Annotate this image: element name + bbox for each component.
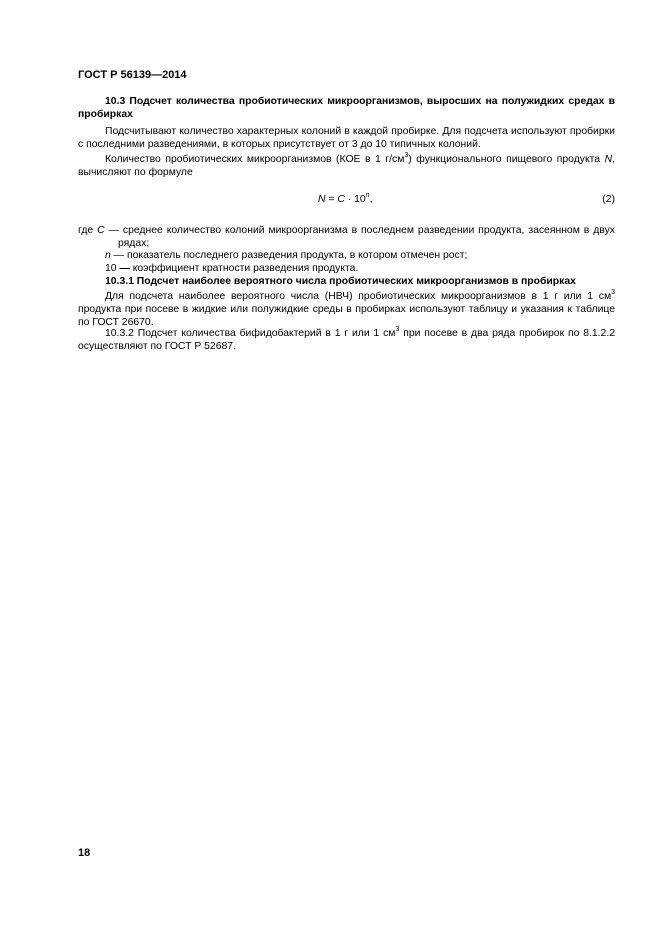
formula-number: (2) <box>602 194 615 205</box>
page-number: 18 <box>78 847 91 859</box>
where-10-definition: 10 — коэффициент кратности разведения продукта. <box>105 263 359 274</box>
where-c-definition: где C — среднее количество колоний микроорганизма в последнем разведении продукта, засеянном в двух рядах; <box>78 225 615 249</box>
section-heading-10-3-1: 10.3.1 Подсчет наиболее вероятного числа пробиотических микроорганизмов в пробирках <box>105 276 576 287</box>
where-n-definition: n — показатель последнего разведения продукта, в котором отмечен рост; <box>105 250 468 261</box>
paragraph-colony-count: Подсчитывают количество характерных колоний в каждой пробирке. Для подсчета используют пробирки с последними разведениями, в которых присутствует от 3 до 10 типичных колоний. <box>78 126 615 150</box>
section-heading-10-3: 10.3 Подсчет количества пробиотических микроорганизмов, выросших на полужидких средах в пробирках <box>78 96 615 120</box>
paragraph-formula-intro: Количество пробиотических микроорганизмов (КОЕ в 1 $г/см^3$) функционального пищевого продукта N, вычисляют по формуле <box>78 152 616 178</box>
document-header: ГОСТ Р 56139—2014 <box>78 69 187 81</box>
paragraph-bifidobacteria: 10.3.2 Подсчет количества бифидобактерий в 1 г или 1 $см^3$ при посеве в два ряда пробирок по 8.1.2.2 осуществляют по ГОСТ Р 52687. <box>78 326 615 352</box>
paragraph-mpn: Для подсчета наиболее вероятного числа (НВЧ) пробиотических микроорганизмов в 1 г или 1 $см^3$ продукта при посеве в жидкие или полужидкие среды в пробирках используют таблицу и указания к таблице по ГОСТ 26670. <box>78 289 615 328</box>
formula-2: $N = C \cdot 10^n$, (2) <box>318 192 615 205</box>
